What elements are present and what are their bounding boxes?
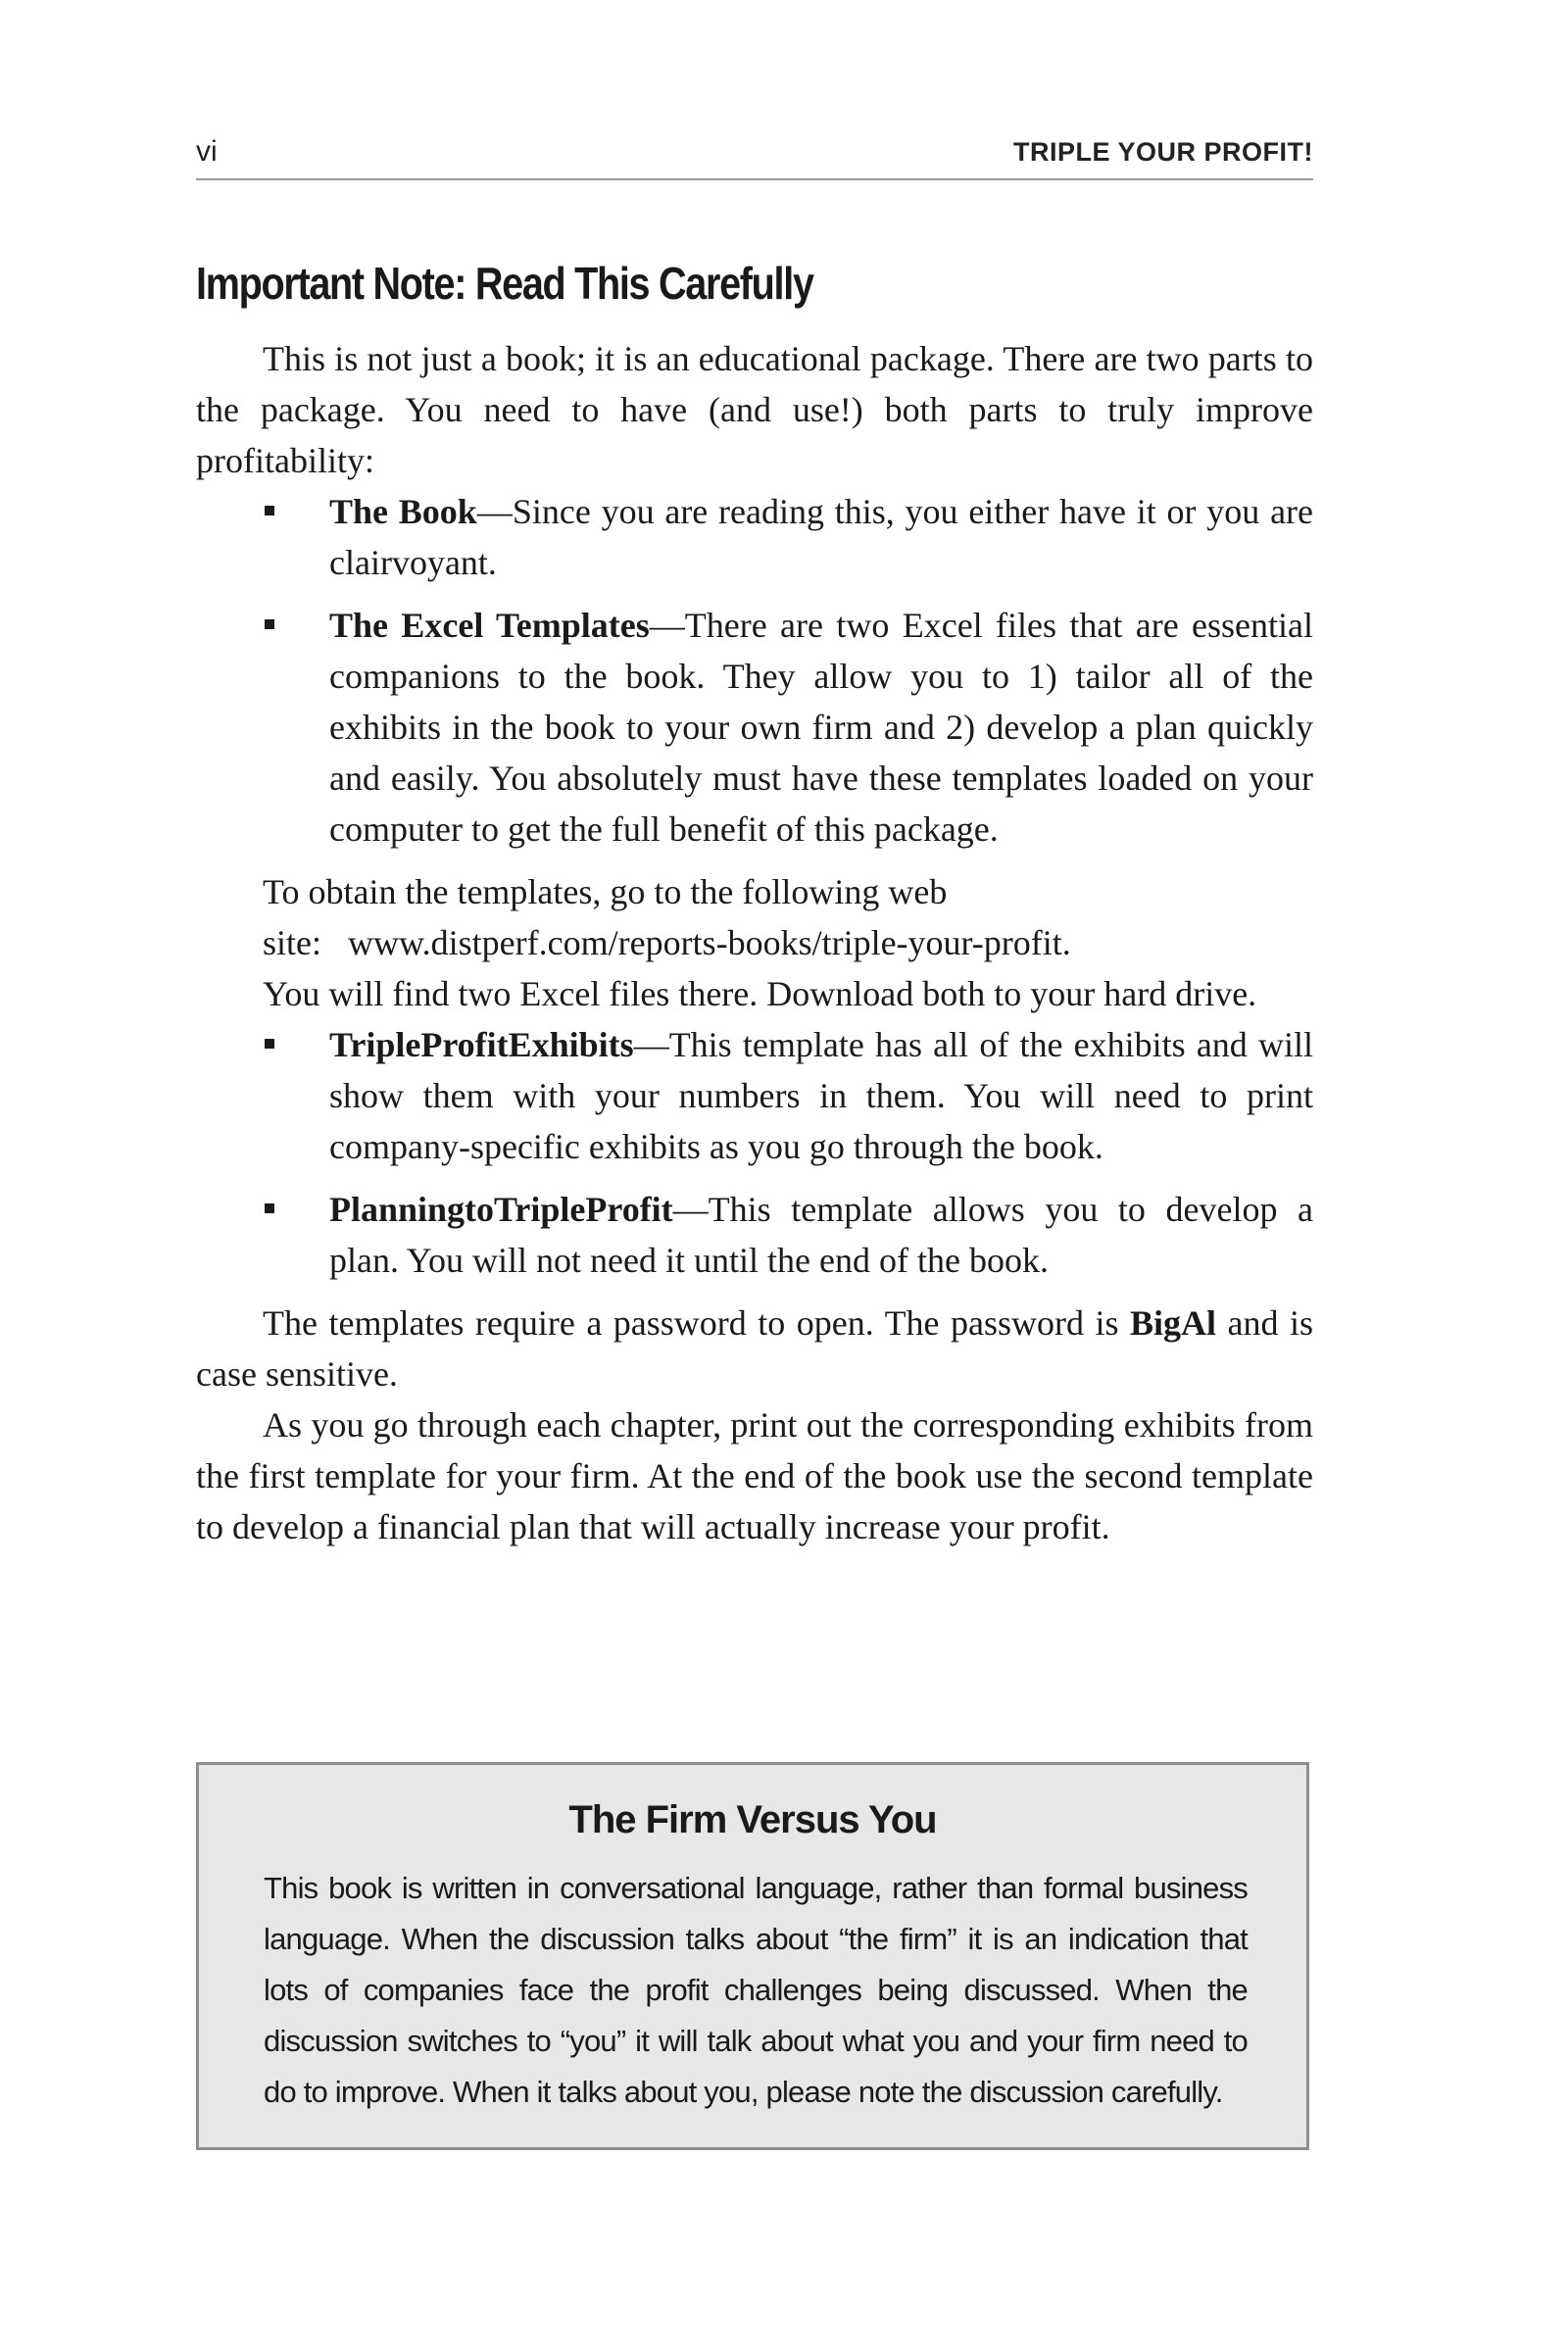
- list-item-term: The Excel Templates: [329, 606, 650, 645]
- section-title: Important Note: Read This Carefully: [196, 258, 813, 309]
- section-body: [196, 333, 1313, 1552]
- obtain-paragraph: [196, 866, 1313, 917]
- templates-url: www.distperf.com/reports-books/triple-your-profit.: [348, 923, 1071, 962]
- list-item-term: The Book: [329, 492, 477, 531]
- sidebar-box-text: This book is written in conversational language, rather than formal business language. When the discussion talks about “the firm” it is an indication that lots of companies face the profit challenges being discussed. When the discussion switches to “you” it will talk about what you and your firm need to do to improve. When it talks about you, please note the discussion carefully.: [264, 1871, 1248, 2109]
- list-item-term: TripleProfitExhibits: [329, 1025, 634, 1064]
- list-item-text: —This template has all of the exhibits and will show them with your numbers in them. You will need to print company-specific exhibits as you go through the book.: [329, 1025, 1313, 1166]
- list-item-term: PlanningtoTripleProfit: [329, 1190, 673, 1229]
- site-line: [196, 917, 1313, 968]
- template-files-list: [196, 1019, 1313, 1286]
- password-text: The templates require a password to open. The password is: [263, 1303, 1130, 1343]
- password-value: BigAl: [1130, 1303, 1217, 1343]
- list-item: [196, 486, 1313, 588]
- package-parts-list: [196, 486, 1313, 855]
- password-paragraph: [196, 1298, 1313, 1399]
- sidebar-box: [196, 1762, 1309, 2150]
- obtain-text: To obtain the templates, go to the following web: [263, 872, 948, 911]
- bullet-square-icon: [265, 506, 274, 515]
- intro-paragraph: This is not just a book; it is an educational package. There are two parts to the package. You need to have (and use!) both parts to truly improve profitability:: [196, 339, 1313, 480]
- list-item-text: —This template allows you to develop a plan. You will not need it until the end of the book.: [329, 1190, 1313, 1280]
- site-label: site:: [263, 923, 321, 962]
- list-item: [196, 1019, 1313, 1172]
- password-note: and is case sensitive.: [196, 1303, 1313, 1394]
- list-item: [196, 1184, 1313, 1286]
- page-number: vi: [196, 135, 218, 168]
- sidebar-box-title: The Firm Versus You: [568, 1798, 937, 1841]
- page-header: [196, 135, 1313, 180]
- download-paragraph: You will find two Excel files there. Download both to your hard drive.: [263, 974, 1257, 1013]
- running-title: TRIPLE YOUR PROFIT!: [1012, 137, 1313, 167]
- bullet-square-icon: [265, 1203, 274, 1213]
- list-item-text: —Since you are reading this, you either have it or you are clairvoyant.: [329, 492, 1314, 582]
- closing-paragraph: As you go through each chapter, print out the corresponding exhibits from the first template for your firm. At the end of the book use the second template to develop a financial plan that will actually increase your profit.: [196, 1405, 1313, 1546]
- list-item: [196, 600, 1313, 855]
- bullet-square-icon: [265, 1039, 274, 1049]
- bullet-square-icon: [265, 619, 274, 629]
- list-item-text: —There are two Excel files that are essential companions to the book. They allow you to 1) tailor all of the exhibits in the book to your own firm and 2) develop a plan quickly and easily. You absolutely must have these templates loaded on your computer to get the full benefit of this package.: [329, 606, 1314, 849]
